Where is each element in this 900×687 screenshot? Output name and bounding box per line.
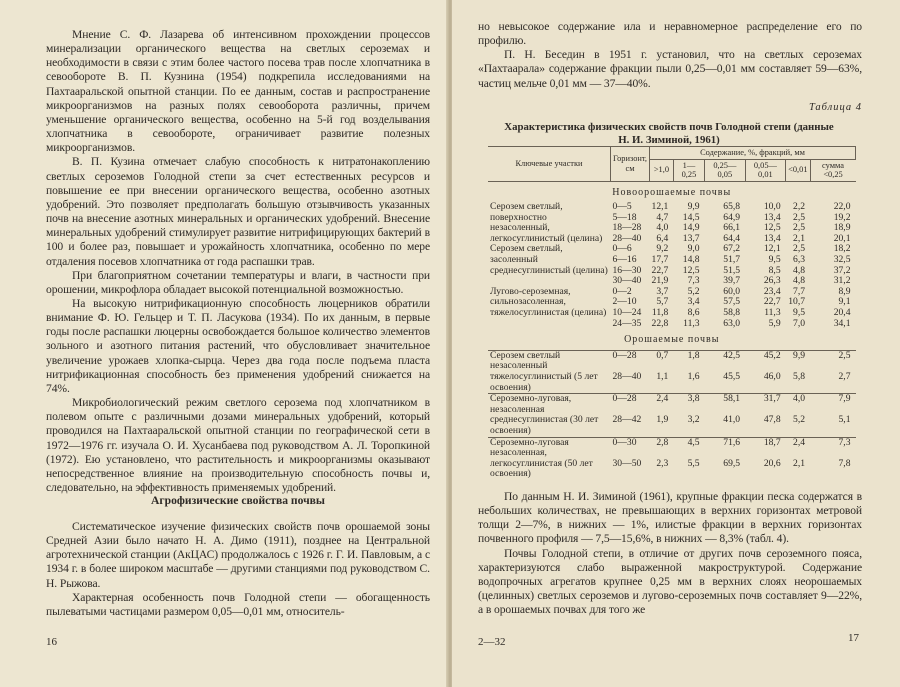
value-cell: 2,3	[656, 457, 669, 469]
section-title: Новоорошаемые почвы	[612, 186, 732, 198]
header-fraction: 0,05—0,01	[745, 159, 786, 181]
section-row	[488, 329, 856, 350]
value-cell: 8,6	[687, 307, 700, 319]
right-text-top	[478, 20, 862, 91]
right-page	[452, 0, 900, 687]
value-cell: 4,5	[673, 437, 704, 459]
depth-cell: 28—40	[612, 232, 642, 244]
header-fraction: 0,25—0,05	[705, 159, 746, 181]
value-cell: 9,9	[687, 201, 700, 213]
value-cell: 18,7	[745, 437, 786, 459]
value-cell: 20,1	[833, 232, 851, 244]
value-cell: 10,7	[788, 296, 806, 308]
value-cell: 2,5	[793, 222, 806, 234]
value-cell: 2,2	[793, 201, 806, 213]
value-cell: 18,9	[833, 222, 851, 234]
value-cell: 7,3	[687, 275, 700, 287]
paragraph: По данным Н. И. Зиминой (1961), крупные фракции песка содержатся в небольших количествах, не превышающих в верхних горизонтах метровой толщи 2—7%, в нижних — 1%, илистые фракции в верхних горизонтах почвенного профиля — 7,5—15,6%, в нижних — 8,3% (табл. 4).	[478, 490, 862, 546]
depth-cell: 0—2	[612, 285, 632, 297]
value-cell: 34,1	[833, 317, 851, 329]
value-cell: 9,9	[786, 350, 810, 372]
value-cell: 64,4	[723, 232, 741, 244]
value-cell: 17,7	[651, 254, 669, 266]
value-cell: 12,5	[763, 222, 781, 234]
depth-cell: 0—30	[611, 437, 650, 459]
value-cell: 31,2	[833, 275, 851, 287]
depth-cell: 28—42	[612, 414, 642, 426]
depth-cell: 0—28	[611, 350, 650, 372]
value-cell: 13,7	[682, 232, 700, 244]
value-cell: 11,3	[683, 317, 700, 329]
table-title: Характеристика физических свойств почв Голодной степи (данные Н. И. Зиминой, 1961)	[504, 121, 834, 146]
soil-label: Лугово-сероземная, сильнозасоленная, тяжелосуглинистая (целина)	[490, 285, 607, 319]
value-cell: 69,5	[723, 457, 741, 469]
value-cell: 14,8	[682, 254, 700, 266]
depth-cell: 0—6	[612, 243, 632, 255]
paragraph: На высокую нитрификационную способность люцерников обратили внимание Ф. Ю. Гельцер и Т. П. Ласукова (1934). По их данным, в первые годы после распашки люцерны освобождается большое количество элементов зольного и азотного питания растений, что обусловливает значительное увеличение урожаев хлопка-сырца. Через два года после подъема пласта нитрификационная способность без применения удобрений снижается на 74%.	[46, 296, 430, 395]
left-text-top	[46, 28, 430, 495]
depth-cell: 24—35	[612, 317, 642, 329]
value-cell: 8,9	[838, 285, 851, 297]
depth-cell: 0—5	[612, 201, 632, 213]
value-cell: 1,9	[656, 414, 669, 426]
soil-label: Сероземно-луговая, незасоленная среднесуглинистая (30 лет освоения)	[488, 394, 611, 437]
value-cell: 20,4	[833, 307, 851, 319]
value-cell: 7,8	[838, 457, 851, 469]
value-cell: 5,1	[838, 414, 851, 426]
depth-cell: 28—40	[612, 371, 642, 382]
value-cell: 9,1	[838, 296, 851, 308]
value-cell: 2,4	[650, 394, 674, 416]
paragraph: Мнение С. Ф. Лазарева об интенсивном прохождении процессов минерализации органического вещества на светлых сероземах и необходимости в связи с этим более частого посева трав после хлопчатника в севообороте В. П. Кузнина (1954) подкрепила исследованиями на Пахтааральской опытной станции. По ее данным, состав и распространение микроорганизмов на разных полях севооборота различны, причем уменьшение органического вещества, особенно на 5-й год возделывания хлопчатника в севообороте, ограничивает развитие полезных микроорганизмов.	[46, 28, 430, 155]
value-cell: 26,3	[763, 275, 781, 287]
page-number: 17	[848, 632, 859, 644]
value-cell: 45,5	[723, 371, 741, 382]
value-cell: 2,5	[793, 243, 806, 255]
table-row	[488, 350, 856, 372]
value-cell: 6,3	[793, 254, 806, 266]
value-cell: 5,8	[793, 371, 806, 382]
value-cell: 8,5	[768, 264, 781, 276]
value-cell: 14,5	[682, 211, 700, 223]
value-cell: 9,0	[687, 243, 700, 255]
depth-cell: 6—16	[612, 254, 637, 266]
value-cell: 1,6	[687, 371, 700, 382]
value-cell: 45,2	[745, 350, 786, 372]
paragraph: Почвы Голодной степи, в отличие от других почв сероземного пояса, характеризуются слабо выраженной макроструктурой. Содержание водопрочных агрегатов крупнее 0,25 мм в верхних слоях неорошаемых (целинных) светлых сероземов и лугово-сероземных почв составляет 9—22%, а в орошаемых почвах для того же	[478, 546, 862, 617]
value-cell: 2,5	[810, 350, 855, 372]
value-cell: 20,6	[763, 457, 781, 469]
value-cell: 3,4	[687, 296, 700, 308]
value-cell: 3,2	[687, 414, 700, 426]
value-cell: 7,3	[810, 437, 855, 459]
value-cell: 2,5	[793, 211, 806, 223]
value-cell: 41,0	[723, 414, 741, 426]
soil-label: Серозем светлый, засоленный среднесуглинистый (целина)	[490, 243, 608, 276]
value-cell: 5,2	[687, 285, 700, 297]
value-cell: 3,8	[673, 394, 704, 416]
value-cell: 12,1	[651, 201, 669, 213]
value-cell: 14,9	[682, 222, 700, 234]
value-cell: 5,5	[687, 457, 700, 469]
paragraph: П. Н. Беседин в 1951 г. установил, что на светлых сероземах «Пахтаарала» содержание фракции пыли 0,25—0,01 мм составляет 59—63%, частиц мельче 0,01 мм — 37—40%.	[478, 48, 862, 90]
soil-label: Серозем светлый незасоленный тяжелосуглинистый (5 лет освоения)	[488, 350, 611, 393]
value-cell: 51,7	[723, 254, 741, 266]
value-cell: 4,0	[786, 394, 810, 416]
value-cell: 22,8	[651, 317, 669, 329]
soil-label: Сероземно-луговая незасоленная, легкосуглинистая (50 лет освоения)	[488, 437, 611, 480]
value-cell: 2,8	[650, 437, 674, 459]
value-cell: 4,0	[656, 222, 669, 234]
table-label: Таблица 4	[808, 102, 862, 113]
paragraph: В. П. Кузина отмечает слабую способность к нитратонакоплению светлых сероземов Голодной степи за счет естественных ресурсов и повышение ее при внесении органического вещества, особенно азотных удобрений. Это позволяет предполагать большую отзывчивость указанных почв на внесение азотных минеральных и органических удобрений. Внесение минеральных удобрений стимулирует развитие нитрифицирующих бактерий в 100 и более раз, повышает и урожайность хлопчатника, особенно по мере отдаления посевов хлопчатника от года распашки трав.	[46, 155, 430, 268]
value-cell: 39,7	[723, 275, 741, 287]
table-row	[488, 394, 856, 416]
value-cell: 22,7	[651, 264, 669, 276]
value-cell: 13,4	[763, 211, 781, 223]
table-wrap	[488, 146, 856, 480]
value-cell: 4,8	[793, 264, 806, 276]
value-cell: 63,0	[723, 317, 741, 329]
value-cell: 9,5	[793, 307, 806, 319]
header-soil: Ключевые участки	[488, 147, 611, 182]
value-cell: 31,7	[745, 394, 786, 416]
table-body	[488, 181, 856, 480]
value-cell: 71,6	[705, 437, 746, 459]
depth-cell: 30—50	[612, 457, 642, 469]
printer-signature: 2—32	[478, 636, 506, 648]
value-cell: 23,4	[763, 285, 781, 297]
header-fraction: >1,0	[650, 159, 674, 181]
depth-cell: 16—30	[612, 264, 642, 276]
value-cell: 2,1	[793, 457, 806, 469]
value-cell: 12,1	[763, 243, 781, 255]
header-fraction: <0,01	[786, 159, 810, 181]
value-cell: 67,2	[723, 243, 741, 255]
value-cell: 1,1	[656, 371, 669, 382]
value-cell: 10,0	[763, 201, 781, 213]
value-cell: 9,5	[768, 254, 781, 266]
header-fraction: 1—0,25	[673, 159, 704, 181]
value-cell: 5,7	[656, 296, 669, 308]
value-cell: 13,4	[763, 232, 781, 244]
soil-properties-table	[488, 146, 856, 480]
header-group: Содержание, %, фракций, мм	[650, 147, 856, 160]
value-cell: 7,9	[810, 394, 855, 416]
value-cell: 58,1	[705, 394, 746, 416]
depth-cell: 5—18	[612, 211, 637, 223]
page-number: 16	[46, 636, 57, 648]
value-cell: 22,0	[833, 201, 851, 213]
value-cell: 4,7	[656, 211, 669, 223]
soil-label: Серозем светлый, поверхностно незасоленный, легкосуглинистый (целина)	[490, 201, 603, 244]
value-cell: 18,2	[833, 243, 851, 255]
left-page	[0, 0, 448, 687]
value-cell: 66,1	[723, 222, 741, 234]
value-cell: 4,8	[793, 275, 806, 287]
paragraph: При благоприятном сочетании температуры и влаги, в частности при орошении, микрофлора обладает высокой потенциальной возможностью.	[46, 268, 430, 296]
right-text-bottom	[478, 490, 862, 617]
value-cell: 57,5	[723, 296, 741, 308]
value-cell: 1,8	[673, 350, 704, 372]
value-cell: 0,7	[650, 350, 674, 372]
value-cell: 6,4	[656, 232, 669, 244]
value-cell: 37,2	[833, 264, 851, 276]
value-cell: 2,1	[793, 232, 806, 244]
value-cell: 11,8	[651, 307, 669, 319]
value-cell: 51,5	[723, 264, 741, 276]
section-heading: Агрофизические свойства почвы	[151, 494, 325, 507]
value-cell: 22,7	[763, 296, 781, 308]
value-cell: 42,5	[705, 350, 746, 372]
value-cell: 64,9	[723, 211, 741, 223]
header-horizon: Горизонт, см	[611, 147, 650, 182]
depth-cell: 10—24	[612, 307, 642, 319]
value-cell: 58,8	[723, 307, 741, 319]
left-text-bottom	[46, 520, 430, 619]
paragraph: Систематическое изучение физических свойств почв орошаемой зоны Средней Азии было начато Н. А. Димо (1911), позднее на Центральной агротехнической станции (АкЦАС) продолжалось с 1926 г. Г. И. Павловым, а с 1934 г. в более широком масштабе — другими станциями под руководством С. Н. Рыжова.	[46, 520, 430, 590]
value-cell: 12,5	[682, 264, 700, 276]
value-cell: 47,8	[763, 414, 781, 426]
header-fraction: сумма <0,25	[810, 159, 855, 181]
value-cell: 7,7	[793, 285, 806, 297]
value-cell: 46,0	[763, 371, 781, 382]
paragraph: но невысокое содержание ила и неравномерное распределение его по профилю.	[478, 20, 862, 48]
value-cell: 2,4	[786, 437, 810, 459]
section-row	[488, 181, 856, 202]
depth-cell: 0—28	[611, 394, 650, 416]
value-cell: 11,3	[764, 307, 781, 319]
table-row	[488, 437, 856, 459]
value-cell: 5,2	[793, 414, 806, 426]
section-title: Орошаемые почвы	[624, 334, 720, 346]
value-cell: 21,9	[651, 275, 669, 287]
value-cell: 9,2	[656, 243, 669, 255]
value-cell: 65,8	[723, 201, 741, 213]
value-cell: 3,7	[656, 285, 669, 297]
value-cell: 32,5	[833, 254, 851, 266]
paragraph: Микробиологический режим светлого серозема под хлопчатником в полевом опыте с различными дозами минеральных удобрений, который проводился на Пахтааральской опытной станции по географической сети в 1972—1976 гг. изучала О. И. Хусанбаева под руководством А. Л. Торопкиной (1972). Ею установлено, что растительность и микроорганизмы оказывают непосредственное влияние на производительную способность почвы и, следовательно, на эффективность применяемых удобрений.	[46, 396, 430, 494]
value-cell: 5,9	[768, 317, 781, 329]
value-cell: 60,0	[723, 285, 741, 297]
value-cell: 2,7	[838, 371, 851, 382]
value-cell: 19,2	[833, 211, 851, 223]
value-cell: 7,0	[793, 317, 806, 329]
depth-cell: 2—10	[612, 296, 637, 308]
depth-cell: 30—40	[612, 275, 642, 287]
depth-cell: 18—28	[612, 222, 642, 234]
paragraph: Характерная особенность почв Голодной степи — обогащенность пылеватыми частицами размером 0,05—0,01 мм, относитель-	[46, 590, 430, 618]
